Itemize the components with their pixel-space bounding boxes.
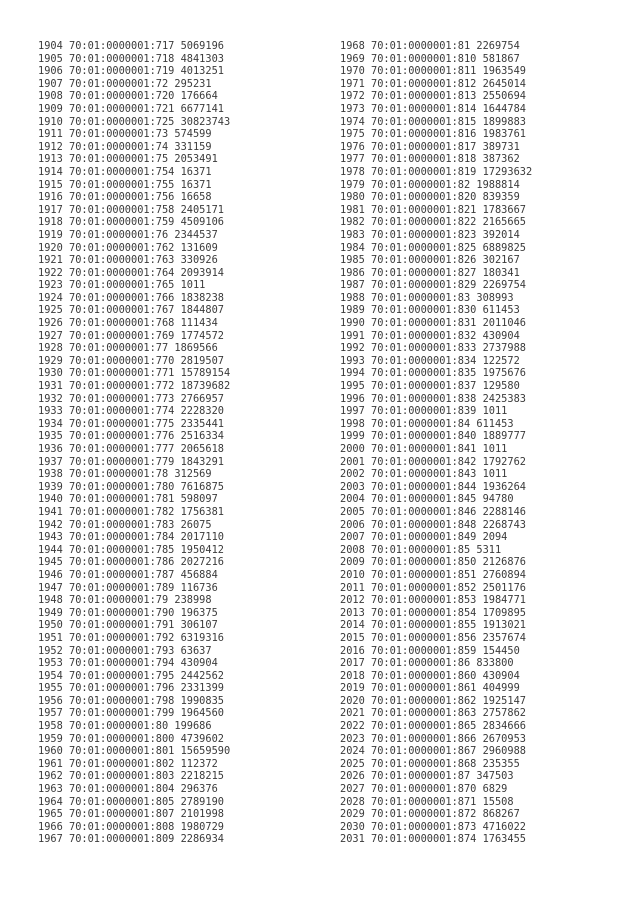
list-item: 1995 70:01:0000001:837 129580	[340, 380, 520, 393]
list-item: 2003 70:01:0000001:844 1936264	[340, 480, 526, 493]
list-item: 1991 70:01:0000001:832 430904	[340, 329, 520, 342]
list-item: 1954 70:01:0000001:795 2442562	[38, 669, 224, 682]
list-item: 2004 70:01:0000001:845 94780	[340, 493, 514, 506]
list-item: 1964 70:01:0000001:805 2789190	[38, 795, 224, 808]
list-item: 2027 70:01:0000001:870 6829	[340, 783, 508, 796]
list-item: 1997 70:01:0000001:839 1011	[340, 405, 508, 418]
left-column	[38, 40, 230, 846]
list-item: 2002 70:01:0000001:843 1011	[340, 468, 508, 481]
list-item: 2013 70:01:0000001:854 1709895	[340, 606, 526, 619]
list-item: 1937 70:01:0000001:779 1843291	[38, 455, 224, 468]
list-item: 1962 70:01:0000001:803 2218215	[38, 770, 224, 783]
list-item: 1993 70:01:0000001:834 122572	[340, 354, 520, 367]
list-item: 1975 70:01:0000001:816 1983761	[340, 128, 526, 141]
list-item: 1978 70:01:0000001:819 17293632	[340, 165, 533, 178]
right-column	[340, 40, 532, 846]
list-item: 1906 70:01:0000001:719 4013251	[38, 65, 224, 78]
list-item: 1917 70:01:0000001:758 2405171	[38, 203, 224, 216]
list-item: 2022 70:01:0000001:865 2834666	[340, 720, 526, 733]
list-item: 1985 70:01:0000001:826 302167	[340, 254, 520, 267]
list-item: 1956 70:01:0000001:798 1990835	[38, 694, 224, 707]
list-item: 2028 70:01:0000001:871 15508	[340, 795, 514, 808]
list-item: 1911 70:01:0000001:73 574599	[38, 128, 212, 141]
list-item: 1926 70:01:0000001:768 111434	[38, 317, 218, 330]
list-item: 1968 70:01:0000001:81 2269754	[340, 40, 520, 52]
list-item: 2015 70:01:0000001:856 2357674	[340, 631, 526, 644]
list-item: 1959 70:01:0000001:800 4739602	[38, 732, 224, 745]
list-item: 1938 70:01:0000001:78 312569	[38, 468, 212, 481]
list-item: 1980 70:01:0000001:820 839359	[340, 191, 520, 204]
list-item: 1994 70:01:0000001:835 1975676	[340, 367, 526, 380]
list-item: 1970 70:01:0000001:811 1963549	[340, 65, 526, 78]
list-item: 2012 70:01:0000001:853 1984771	[340, 594, 526, 607]
list-item: 2021 70:01:0000001:863 2757862	[340, 707, 526, 720]
list-item: 1935 70:01:0000001:776 2516334	[38, 430, 224, 443]
list-item: 1963 70:01:0000001:804 296376	[38, 783, 218, 796]
list-item: 2019 70:01:0000001:861 404999	[340, 682, 520, 695]
list-item: 1912 70:01:0000001:74 331159	[38, 140, 212, 153]
list-item: 1996 70:01:0000001:838 2425383	[340, 392, 526, 405]
list-item: 1977 70:01:0000001:818 387362	[340, 153, 520, 166]
list-item: 1999 70:01:0000001:840 1889777	[340, 430, 526, 443]
list-item: 1983 70:01:0000001:823 392014	[340, 228, 520, 241]
list-item: 1927 70:01:0000001:769 1774572	[38, 329, 224, 342]
list-item: 1905 70:01:0000001:718 4841303	[38, 52, 224, 65]
list-item: 1916 70:01:0000001:756 16658	[38, 191, 212, 204]
list-item: 1930 70:01:0000001:771 15789154	[38, 367, 231, 380]
list-item: 1924 70:01:0000001:766 1838238	[38, 291, 224, 304]
list-item: 1986 70:01:0000001:827 180341	[340, 266, 520, 279]
list-item: 1921 70:01:0000001:763 330926	[38, 254, 218, 267]
list-item: 2026 70:01:0000001:87 347503	[340, 770, 514, 783]
list-item: 1988 70:01:0000001:83 308993	[340, 291, 514, 304]
list-item: 1933 70:01:0000001:774 2228320	[38, 405, 224, 418]
list-item: 2016 70:01:0000001:859 154450	[340, 644, 520, 657]
list-item: 1992 70:01:0000001:833 2737988	[340, 342, 526, 355]
list-item: 1913 70:01:0000001:75 2053491	[38, 153, 218, 166]
list-item: 1989 70:01:0000001:830 611453	[340, 304, 520, 317]
list-item: 1904 70:01:0000001:717 5069196	[38, 40, 224, 52]
list-item: 1972 70:01:0000001:813 2550694	[340, 90, 526, 103]
list-item: 2009 70:01:0000001:850 2126876	[340, 556, 526, 569]
list-item: 2029 70:01:0000001:872 868267	[340, 808, 520, 821]
list-item: 2024 70:01:0000001:867 2960988	[340, 745, 526, 758]
list-item: 2017 70:01:0000001:86 833800	[340, 657, 514, 670]
list-item: 1931 70:01:0000001:772 18739682	[38, 380, 231, 393]
list-item: 1914 70:01:0000001:754 16371	[38, 165, 212, 178]
list-item: 1967 70:01:0000001:809 2286934	[38, 833, 224, 846]
list-item: 1919 70:01:0000001:76 2344537	[38, 228, 218, 241]
list-item: 2005 70:01:0000001:846 2288146	[340, 505, 526, 518]
list-item: 2025 70:01:0000001:868 235355	[340, 757, 520, 770]
list-item: 1998 70:01:0000001:84 611453	[340, 417, 514, 430]
list-item: 1940 70:01:0000001:781 598097	[38, 493, 218, 506]
list-item: 1944 70:01:0000001:785 1950412	[38, 543, 224, 556]
list-item: 2007 70:01:0000001:849 2094	[340, 531, 508, 544]
list-item: 2008 70:01:0000001:85 5311	[340, 543, 502, 556]
list-item: 1932 70:01:0000001:773 2766957	[38, 392, 224, 405]
list-item: 1976 70:01:0000001:817 389731	[340, 140, 520, 153]
list-item: 1945 70:01:0000001:786 2027216	[38, 556, 224, 569]
list-item: 1943 70:01:0000001:784 2017110	[38, 531, 224, 544]
list-item: 1957 70:01:0000001:799 1964560	[38, 707, 224, 720]
list-item: 2020 70:01:0000001:862 1925147	[340, 694, 526, 707]
list-item: 1981 70:01:0000001:821 1783667	[340, 203, 526, 216]
list-item: 1950 70:01:0000001:791 306107	[38, 619, 218, 632]
list-item: 2001 70:01:0000001:842 1792762	[340, 455, 526, 468]
list-item: 1955 70:01:0000001:796 2331399	[38, 682, 224, 695]
list-item: 1918 70:01:0000001:759 4509106	[38, 216, 224, 229]
list-item: 1990 70:01:0000001:831 2011046	[340, 317, 526, 330]
list-item: 2031 70:01:0000001:874 1763455	[340, 833, 526, 846]
list-item: 2000 70:01:0000001:841 1011	[340, 443, 508, 455]
list-item: 1941 70:01:0000001:782 1756381	[38, 505, 224, 518]
list-item: 2023 70:01:0000001:866 2670953	[340, 732, 526, 745]
list-item: 1951 70:01:0000001:792 6319316	[38, 631, 224, 644]
list-item: 1974 70:01:0000001:815 1899883	[340, 115, 526, 128]
list-item: 1953 70:01:0000001:794 430904	[38, 657, 218, 670]
list-item: 1958 70:01:0000001:80 199686	[38, 720, 212, 733]
list-item: 1948 70:01:0000001:79 238998	[38, 594, 212, 607]
list-item: 1907 70:01:0000001:72 295231	[38, 77, 212, 90]
list-item: 1966 70:01:0000001:808 1980729	[38, 820, 224, 833]
list-item: 1923 70:01:0000001:765 1011	[38, 279, 206, 292]
list-item: 1947 70:01:0000001:789 116736	[38, 581, 218, 594]
list-item: 1939 70:01:0000001:780 7616875	[38, 480, 224, 493]
list-item: 1929 70:01:0000001:770 2819507	[38, 354, 224, 367]
list-item: 1915 70:01:0000001:755 16371	[38, 178, 212, 191]
list-item: 1960 70:01:0000001:801 15659590	[38, 745, 231, 758]
list-item: 2030 70:01:0000001:873 4716022	[340, 820, 526, 833]
list-item: 1922 70:01:0000001:764 2093914	[38, 266, 224, 279]
list-item: 1910 70:01:0000001:725 30823743	[38, 115, 231, 128]
list-item: 1936 70:01:0000001:777 2065618	[38, 443, 224, 455]
list-item: 1984 70:01:0000001:825 6889825	[340, 241, 526, 254]
list-item: 1982 70:01:0000001:822 2165665	[340, 216, 526, 229]
list-item: 1934 70:01:0000001:775 2335441	[38, 417, 224, 430]
list-item: 1971 70:01:0000001:812 2645014	[340, 77, 526, 90]
list-item: 1920 70:01:0000001:762 131609	[38, 241, 218, 254]
list-item: 1969 70:01:0000001:810 581867	[340, 52, 520, 65]
list-item: 1979 70:01:0000001:82 1988814	[340, 178, 520, 191]
list-item: 1949 70:01:0000001:790 196375	[38, 606, 218, 619]
list-item: 1946 70:01:0000001:787 456884	[38, 568, 218, 581]
list-item: 1925 70:01:0000001:767 1844807	[38, 304, 224, 317]
list-item: 1908 70:01:0000001:720 176664	[38, 90, 218, 103]
list-item: 1909 70:01:0000001:721 6677141	[38, 102, 224, 115]
list-item: 2014 70:01:0000001:855 1913021	[340, 619, 526, 632]
list-item: 2011 70:01:0000001:852 2501176	[340, 581, 526, 594]
list-item: 1961 70:01:0000001:802 112372	[38, 757, 218, 770]
list-item: 1942 70:01:0000001:783 26075	[38, 518, 212, 531]
list-item: 2018 70:01:0000001:860 430904	[340, 669, 520, 682]
list-item: 1973 70:01:0000001:814 1644784	[340, 102, 526, 115]
list-item: 1965 70:01:0000001:807 2101998	[38, 808, 224, 821]
list-item: 1928 70:01:0000001:77 1869566	[38, 342, 218, 355]
list-item: 1987 70:01:0000001:829 2269754	[340, 279, 526, 292]
list-item: 2010 70:01:0000001:851 2760894	[340, 568, 526, 581]
list-item: 2006 70:01:0000001:848 2268743	[340, 518, 526, 531]
list-item: 1952 70:01:0000001:793 63637	[38, 644, 212, 657]
